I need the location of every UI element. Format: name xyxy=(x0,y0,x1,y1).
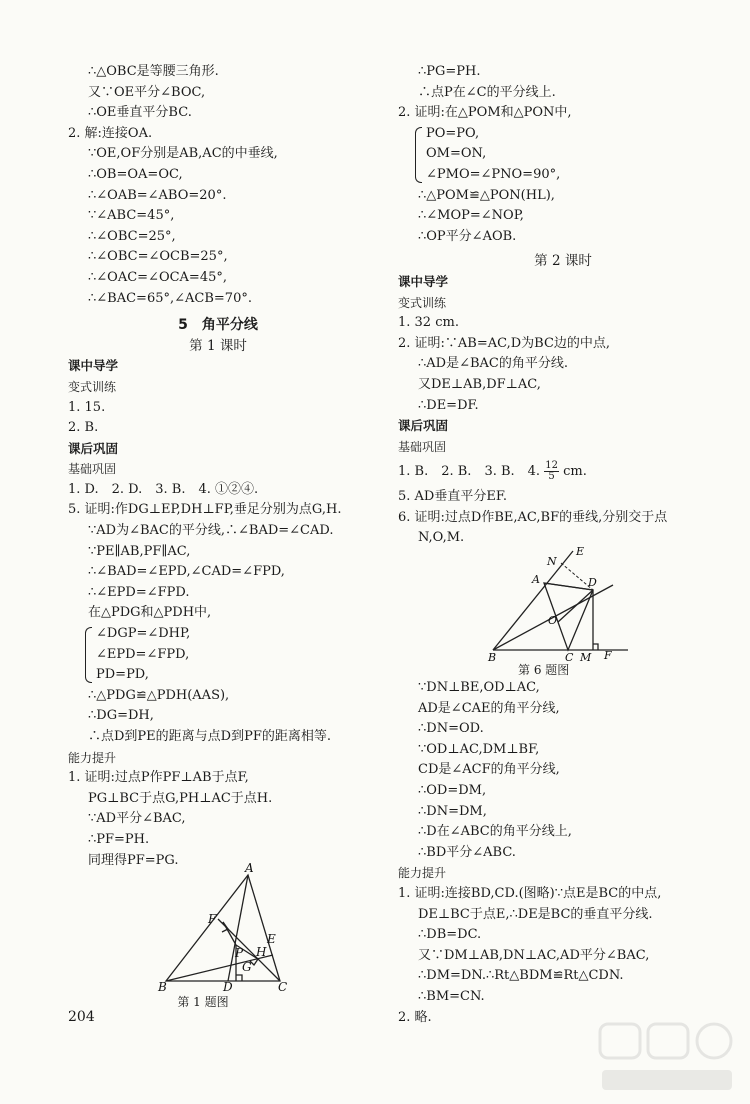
answer-line: 2. B. xyxy=(68,420,99,436)
text-line: ∴∠OBC=∠OCB=25°, xyxy=(88,249,228,265)
text-line: 同理得PF=PG. xyxy=(88,852,179,868)
figure-6 xyxy=(398,545,728,678)
lesson-title: 第 2 课时 xyxy=(534,253,592,270)
figure-label: G xyxy=(242,960,252,975)
text-line: ∵∠ABC=45°, xyxy=(88,208,175,224)
figure-label: P xyxy=(235,946,244,961)
fraction xyxy=(544,461,559,482)
text-line: 2. 证明:∵AB=AC,D为BC边的中点, xyxy=(398,335,611,351)
answer-line: 1. 15. xyxy=(68,399,106,415)
heading: 课后巩固 xyxy=(68,440,119,456)
text-line: 2. 略. xyxy=(398,1009,432,1025)
text-line: ∠EPD=∠FPD, xyxy=(96,646,190,662)
figure-label: F xyxy=(208,912,217,927)
text-line: ∴DE=DF. xyxy=(418,397,479,413)
text-line: 1. 证明:连接BD,CD.(图略)∵点E是BC的中点, xyxy=(398,886,662,901)
text-line: ∴△POM≌△PON(HL), xyxy=(418,187,555,203)
text-line: ∵AD平分∠BAC, xyxy=(88,811,186,827)
text-line: ∴PG=PH. xyxy=(418,64,481,79)
subheading: 变式训练 xyxy=(68,379,117,394)
page-number: 204 xyxy=(68,1009,95,1025)
text-line: ∠PMO=∠PNO=90°, xyxy=(426,166,561,182)
text-line: ∴DN=OD. xyxy=(418,721,484,737)
figure-label: C xyxy=(278,980,288,995)
text-line: ∴DN=DM, xyxy=(418,803,487,819)
section-title: 5 角平分线 xyxy=(178,317,258,334)
text-line: 又DE⊥AB,DF⊥AC, xyxy=(418,376,541,392)
figure-caption: 第 1 题图 xyxy=(177,995,229,1010)
text-line: ∴DB=DC. xyxy=(418,927,482,943)
text-line: 在△PDG和△PDH中, xyxy=(88,605,212,621)
text-line: PO=PO, xyxy=(426,125,480,141)
answer-line: 1. 32 cm. xyxy=(398,315,459,331)
figure-caption: 第 6 题图 xyxy=(518,663,570,678)
text-line: ∴∠OBC=25°, xyxy=(88,228,176,244)
text-line: ∠DGP=∠DHP, xyxy=(96,626,191,642)
text-line: ∴∠OAC=∠OCA=45°, xyxy=(88,269,228,285)
brace-group xyxy=(68,624,368,686)
text-line: ∵PE∥AB,PF∥AC, xyxy=(88,543,191,559)
text-line: ∴OD=DM, xyxy=(418,783,487,799)
figure-6-diagram xyxy=(398,545,728,665)
heading: 课中导学 xyxy=(398,273,449,289)
figure-label: C xyxy=(565,651,574,665)
left-column xyxy=(68,62,368,1010)
text-line: ∵AD为∠BAC的平分线,∴∠BAD=∠CAD. xyxy=(88,523,334,539)
figure-label: M xyxy=(580,651,592,665)
figure-label: D xyxy=(223,980,233,995)
text-line: ∴∠OAB=∠ABO=20°. xyxy=(88,187,227,203)
figure-1-diagram xyxy=(68,861,368,995)
text-line: ∴OB=OA=OC, xyxy=(88,166,183,182)
text-line: 5. 证明:作DG⊥EP,DH⊥FP,垂足分别为点G,H. xyxy=(68,502,342,518)
text-line: ∴DG=DH, xyxy=(88,708,154,724)
figure-label: A xyxy=(245,861,254,876)
figure-label: O xyxy=(548,614,558,628)
text-line: ∴AD是∠BAC的角平分线. xyxy=(418,356,568,372)
fraction-denominator: 5 xyxy=(548,471,555,483)
text-line: ∴∠BAD=∠EPD,∠CAD=∠FPD, xyxy=(88,564,285,580)
text-line: ∴BD平分∠ABC. xyxy=(418,844,516,860)
text-line: 又∵OE平分∠BOC, xyxy=(88,84,206,100)
text-line: CD是∠ACF的角平分线, xyxy=(418,762,560,778)
subheading: 基础巩固 xyxy=(398,439,447,454)
answer-line: 5. AD垂直平分EF. xyxy=(398,489,507,505)
text-line: ∴OP平分∠AOB. xyxy=(418,228,517,244)
figure-1 xyxy=(68,861,368,1010)
subheading: 基础巩固 xyxy=(68,462,117,477)
text-line: ∴△OBC是等腰三角形. xyxy=(88,64,219,79)
heading: 课中导学 xyxy=(68,358,119,374)
brace-group xyxy=(398,124,728,186)
figure-label: N xyxy=(547,555,557,569)
text-line: AD是∠CAE的角平分线, xyxy=(418,700,560,716)
text-line: ∵OE,OF分别是AB,AC的中垂线, xyxy=(88,146,278,162)
figure-label: E xyxy=(267,932,276,947)
text-line: ∴OE垂直平分BC. xyxy=(88,105,192,121)
lesson-title: 第 1 课时 xyxy=(189,337,247,354)
right-column xyxy=(398,62,728,1028)
unit: cm. xyxy=(563,464,587,480)
answer-line xyxy=(398,457,728,487)
text-line: N,O,M. xyxy=(418,530,465,546)
text-line: 2. 解:连接OA. xyxy=(68,125,153,141)
text-line: ∴∠EPD=∠FPD. xyxy=(88,584,190,600)
text-line: 2. 证明:在△POM和△PON中, xyxy=(398,105,572,121)
figure-label: E xyxy=(576,545,585,559)
figure-label: B xyxy=(158,980,167,995)
text-line: ∴点P在∠C的平分线上. xyxy=(418,84,556,100)
figure-label: A xyxy=(532,573,540,587)
fraction-numerator: 12 xyxy=(545,460,558,472)
heading: 课后巩固 xyxy=(398,418,449,434)
figure-label: H xyxy=(256,945,267,960)
text-line: ∴D在∠ABC的角平分线上, xyxy=(418,824,572,840)
figure-label: B xyxy=(488,651,497,665)
text-line: ∴∠BAC=65°,∠ACB=70°. xyxy=(88,290,252,306)
text-line: OM=ON, xyxy=(426,146,487,162)
watermark-logo xyxy=(592,1018,742,1098)
text-line: ∴DM=DN.∴Rt△BDM≌Rt△CDN. xyxy=(418,968,624,984)
answer-line: 1. D. 2. D. 3. B. 4. ①②④. xyxy=(68,481,259,497)
text-line: PD=PD, xyxy=(96,667,149,683)
subheading: 能力提升 xyxy=(68,750,117,765)
text-line: 6. 证明:过点D作BE,AC,BF的垂线,分别交于点 xyxy=(398,509,668,525)
figure-label: D xyxy=(588,576,597,590)
subheading: 能力提升 xyxy=(398,866,447,881)
text-line: ∴∠MOP=∠NOP, xyxy=(418,208,524,224)
text-line: ∵OD⊥AC,DM⊥BF, xyxy=(418,741,540,757)
text-line: ∴点D到PE的距离与点D到PF的距离相等. xyxy=(88,729,331,744)
subheading: 变式训练 xyxy=(398,295,447,310)
text-line: 1. 证明:过点P作PF⊥AB于点F, xyxy=(68,770,249,786)
text-line: ∵DN⊥BE,OD⊥AC, xyxy=(418,680,540,696)
text-line: ∴PF=PH. xyxy=(88,831,150,847)
text-line: 又∵DM⊥AB,DN⊥AC,AD平分∠BAC, xyxy=(418,947,650,963)
text-line: ∴△PDG≌△PDH(AAS), xyxy=(88,687,230,703)
text-line: DE⊥BC于点E,∴DE是BC的垂直平分线. xyxy=(418,906,653,922)
text-line: ∴BM=CN. xyxy=(418,988,485,1004)
figure-label: F xyxy=(604,649,612,663)
text-line: PG⊥BC于点G,PH⊥AC于点H. xyxy=(88,790,273,806)
choice-answers: 1. B. 2. B. 3. B. 4. xyxy=(398,464,541,480)
